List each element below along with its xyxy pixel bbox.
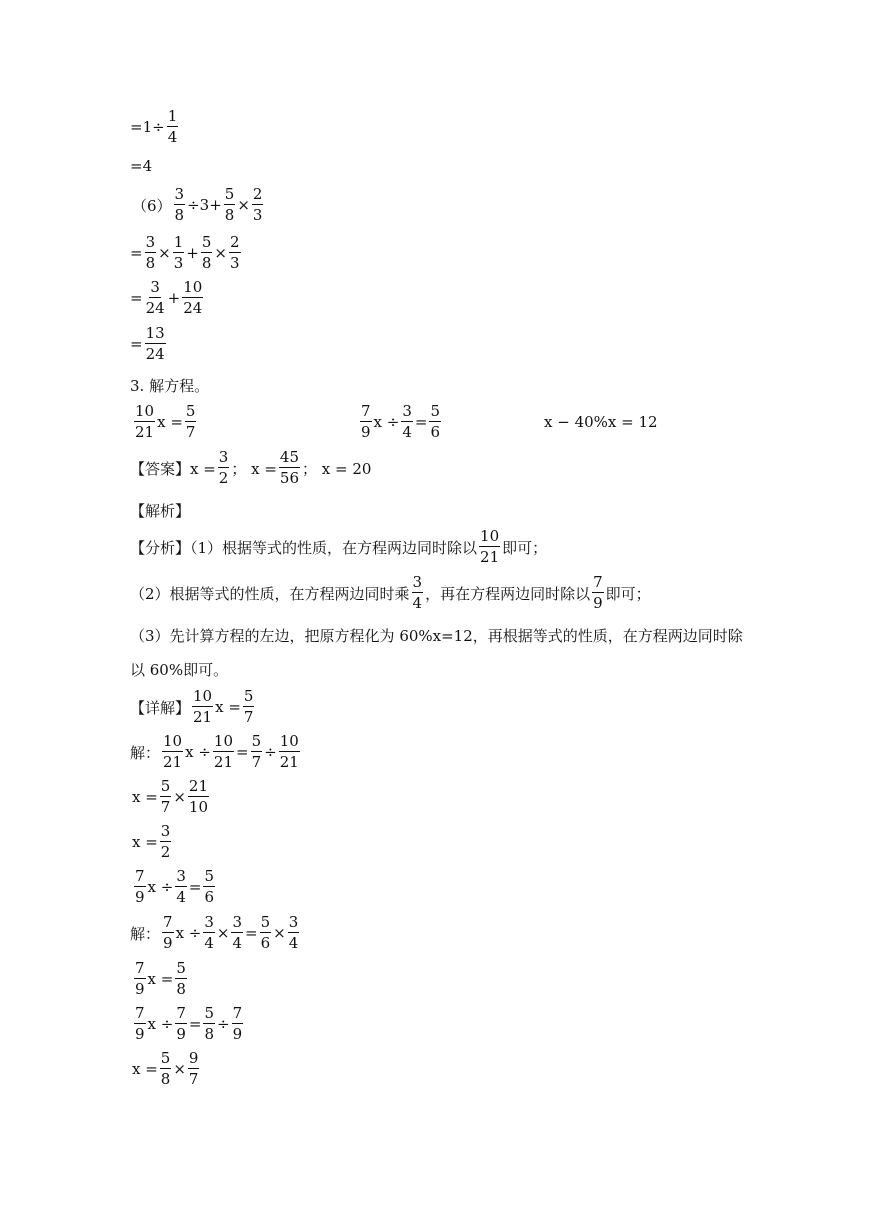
fraction xyxy=(145,234,157,272)
text-segment: x ÷ xyxy=(147,1015,174,1033)
math-line xyxy=(132,960,189,998)
numerator: 3 xyxy=(232,913,243,931)
text-segment: = xyxy=(414,413,428,431)
text-segment: 即可； xyxy=(502,538,548,557)
text-segment: = xyxy=(236,743,249,761)
text-segment: = xyxy=(188,1015,202,1033)
text-segment: （2）根据等式的性质，在方程两边同时乘 xyxy=(130,584,410,603)
text-segment: x ÷ xyxy=(373,413,400,431)
fraction xyxy=(288,914,300,952)
text-segment: × xyxy=(173,788,186,806)
denominator: 21 xyxy=(163,753,183,771)
text-segment: × xyxy=(216,924,230,942)
denominator: 4 xyxy=(176,888,186,906)
text-segment: 解： xyxy=(130,743,161,762)
denominator: 7 xyxy=(251,753,262,771)
numerator: 10 xyxy=(213,732,233,750)
equation-2 xyxy=(358,403,443,441)
denominator: 3 xyxy=(173,254,184,272)
denominator: 7 xyxy=(160,798,171,816)
analysis-3 xyxy=(130,625,743,646)
equation-3 xyxy=(544,413,658,431)
math-line xyxy=(132,868,217,906)
fraction xyxy=(229,234,241,272)
fraction xyxy=(160,823,172,861)
fraction xyxy=(203,868,215,906)
denominator: 21 xyxy=(193,708,213,726)
numerator: 10 xyxy=(279,732,299,750)
fraction xyxy=(412,574,424,612)
fraction xyxy=(134,1005,146,1043)
analysis-1 xyxy=(130,528,547,566)
text-segment: x ÷ xyxy=(185,743,211,761)
text-segment: ÷ xyxy=(264,743,277,761)
numerator: 5 xyxy=(243,687,254,705)
math-line xyxy=(130,733,302,771)
numerator: 10 xyxy=(183,278,203,296)
fraction xyxy=(175,868,187,906)
fraction xyxy=(429,403,441,441)
denominator: 9 xyxy=(176,1025,186,1043)
denominator: 2 xyxy=(218,469,229,487)
fraction xyxy=(167,108,179,146)
text-segment: x ÷ xyxy=(147,878,174,896)
text-segment: 【答案】x = xyxy=(130,459,216,478)
detail-heading xyxy=(130,688,256,726)
numerator: 7 xyxy=(163,913,173,931)
text-segment: × xyxy=(237,196,250,214)
denominator: 9 xyxy=(135,888,145,906)
denominator: 24 xyxy=(145,345,165,363)
text-segment: 即可； xyxy=(605,584,651,603)
numerator: 5 xyxy=(185,402,196,420)
denominator: 8 xyxy=(176,980,186,998)
text-segment: =1÷ xyxy=(130,118,165,136)
math-line xyxy=(132,1005,245,1043)
text-segment: ÷ xyxy=(217,1015,230,1033)
text-segment: x = xyxy=(215,698,241,716)
fraction xyxy=(173,234,185,272)
denominator: 24 xyxy=(183,299,203,317)
fraction xyxy=(145,325,166,363)
denominator: 4 xyxy=(204,934,214,952)
denominator: 8 xyxy=(204,1025,215,1043)
text-segment: = xyxy=(130,335,143,353)
text-segment: ； x = xyxy=(231,459,277,478)
denominator: 4 xyxy=(232,934,243,952)
denominator: 8 xyxy=(201,254,212,272)
math-line xyxy=(130,279,205,317)
math-line xyxy=(132,186,265,224)
denominator: 7 xyxy=(243,708,254,726)
numerator: 2 xyxy=(252,185,263,203)
text-segment: × xyxy=(273,924,286,942)
analysis-2 xyxy=(130,574,651,612)
fraction xyxy=(134,403,155,441)
denominator: 4 xyxy=(167,128,178,146)
denominator: 3 xyxy=(252,206,263,224)
math-line xyxy=(130,325,168,363)
text-segment: ÷3+ xyxy=(187,196,222,214)
denominator: 6 xyxy=(204,888,215,906)
fraction xyxy=(243,688,255,726)
denominator: 24 xyxy=(145,299,165,317)
fraction xyxy=(145,279,166,317)
math-line xyxy=(130,914,301,952)
numerator: 1 xyxy=(173,233,184,251)
denominator: 10 xyxy=(188,798,209,816)
denominator: 8 xyxy=(160,1070,171,1088)
fraction xyxy=(188,778,209,816)
numerator: 10 xyxy=(163,732,183,750)
denominator: 4 xyxy=(288,934,299,952)
numerator: 3 xyxy=(176,867,186,885)
numerator: 5 xyxy=(204,867,215,885)
text-segment: 以 60%即可。 xyxy=(130,661,229,679)
fraction xyxy=(203,1005,215,1043)
numerator: 7 xyxy=(176,1004,186,1022)
analysis-heading xyxy=(130,500,190,521)
numerator: 5 xyxy=(260,913,271,931)
numerator: 7 xyxy=(135,959,145,977)
fraction xyxy=(174,186,186,224)
denominator: 7 xyxy=(188,1070,199,1088)
numerator: 1 xyxy=(167,107,178,125)
denominator: 9 xyxy=(593,594,603,612)
text-segment: 【详解】 xyxy=(130,698,191,717)
numerator: 7 xyxy=(135,1004,145,1022)
fraction xyxy=(134,868,146,906)
text-segment: = xyxy=(130,289,143,307)
text-segment: x = xyxy=(157,413,183,431)
denominator: 6 xyxy=(430,423,441,441)
fraction xyxy=(175,960,187,998)
answer-line xyxy=(130,449,371,487)
fraction xyxy=(185,403,197,441)
numerator: 3 xyxy=(204,913,214,931)
fraction xyxy=(201,234,213,272)
denominator: 21 xyxy=(135,423,155,441)
fraction xyxy=(160,778,172,816)
text-segment: × xyxy=(158,244,171,262)
denominator: 4 xyxy=(402,423,412,441)
text-segment: （6） xyxy=(132,196,172,215)
numerator: 5 xyxy=(160,777,171,795)
math-line xyxy=(132,1050,201,1088)
text-segment: + xyxy=(167,289,181,307)
text-segment: （3）先计算方程的左边，把原方程化为 60%x=12，再根据等式的性质，在方程两边同时除 xyxy=(130,627,743,645)
numerator: 10 xyxy=(193,687,213,705)
numerator: 5 xyxy=(204,1004,215,1022)
text-segment: + xyxy=(186,244,199,262)
text-segment: 3. 解方程。 xyxy=(130,377,210,395)
numerator: 7 xyxy=(135,867,145,885)
math-line xyxy=(130,234,243,272)
denominator: 9 xyxy=(135,1025,145,1043)
numerator: 5 xyxy=(251,732,262,750)
numerator: 5 xyxy=(224,185,235,203)
text-segment: x ÷ xyxy=(175,924,202,942)
section-heading xyxy=(130,375,209,396)
denominator: 56 xyxy=(279,469,300,487)
fraction xyxy=(218,449,230,487)
numerator: 3 xyxy=(145,233,156,251)
numerator: 7 xyxy=(361,402,371,420)
numerator: 2 xyxy=(229,233,240,251)
denominator: 8 xyxy=(145,254,156,272)
analysis-3-cont xyxy=(130,659,228,680)
fraction xyxy=(360,403,372,441)
fraction xyxy=(188,1050,200,1088)
text-segment: x = xyxy=(147,970,174,988)
math-line xyxy=(132,778,211,816)
fraction xyxy=(232,1005,244,1043)
text-segment: = xyxy=(188,878,202,896)
fraction xyxy=(203,914,215,952)
fraction xyxy=(479,528,500,566)
fraction xyxy=(279,449,300,487)
math-line xyxy=(132,823,173,861)
fraction xyxy=(213,733,234,771)
numerator: 13 xyxy=(145,324,165,342)
numerator: 3 xyxy=(288,913,299,931)
text-segment: × xyxy=(214,244,227,262)
denominator: 7 xyxy=(185,423,196,441)
numerator: 21 xyxy=(188,777,209,795)
text-segment: 【解析】 xyxy=(130,502,191,520)
numerator: 10 xyxy=(480,527,500,545)
text-segment: × xyxy=(173,1060,186,1078)
fraction xyxy=(160,1050,172,1088)
fraction xyxy=(192,688,213,726)
denominator: 9 xyxy=(163,934,173,952)
fraction xyxy=(252,186,264,224)
numerator: 5 xyxy=(201,233,212,251)
text-segment: x = xyxy=(132,788,158,806)
denominator: 21 xyxy=(279,753,299,771)
denominator: 3 xyxy=(229,254,240,272)
numerator: 3 xyxy=(402,402,412,420)
denominator: 9 xyxy=(361,423,371,441)
fraction xyxy=(134,960,146,998)
text-segment: ，再在方程两边同时除以 xyxy=(425,584,591,603)
numerator: 5 xyxy=(160,1049,171,1067)
text-segment: 【分析】（1）根据等式的性质，在方程两边同时除以 xyxy=(130,538,478,557)
text-segment: 解： xyxy=(130,924,161,943)
numerator: 9 xyxy=(188,1049,199,1067)
denominator: 8 xyxy=(224,206,235,224)
math-line xyxy=(130,108,180,146)
denominator: 9 xyxy=(135,980,145,998)
text-segment: = xyxy=(130,244,143,262)
denominator: 21 xyxy=(480,548,500,566)
fraction xyxy=(175,1005,187,1043)
text-segment: ； x = 20 xyxy=(302,459,372,478)
numerator: 3 xyxy=(150,278,160,296)
math-line xyxy=(130,157,152,175)
numerator: 3 xyxy=(174,185,185,203)
fraction xyxy=(162,733,183,771)
denominator: 4 xyxy=(412,594,423,612)
numerator: 7 xyxy=(593,573,603,591)
text-segment: x = xyxy=(132,1060,158,1078)
fraction xyxy=(162,914,174,952)
text-segment: x − 40%x = 12 xyxy=(544,413,658,431)
fraction xyxy=(260,914,272,952)
fraction xyxy=(401,403,413,441)
denominator: 2 xyxy=(160,843,171,861)
equation-1 xyxy=(132,403,198,441)
numerator: 5 xyxy=(430,402,441,420)
fraction xyxy=(251,733,263,771)
denominator: 9 xyxy=(232,1025,243,1043)
numerator: 10 xyxy=(135,402,155,420)
numerator: 3 xyxy=(412,573,423,591)
text-segment: x = xyxy=(132,833,158,851)
denominator: 21 xyxy=(213,753,233,771)
fraction xyxy=(231,914,243,952)
denominator: 6 xyxy=(260,934,271,952)
fraction xyxy=(182,279,203,317)
fraction xyxy=(279,733,300,771)
text-segment: =4 xyxy=(130,157,153,175)
numerator: 5 xyxy=(176,959,186,977)
fraction xyxy=(592,574,604,612)
numerator: 7 xyxy=(232,1004,243,1022)
numerator: 45 xyxy=(279,448,300,466)
numerator: 3 xyxy=(160,822,171,840)
denominator: 8 xyxy=(174,206,185,224)
fraction xyxy=(224,186,236,224)
numerator: 3 xyxy=(218,448,229,466)
text-segment: = xyxy=(245,924,258,942)
